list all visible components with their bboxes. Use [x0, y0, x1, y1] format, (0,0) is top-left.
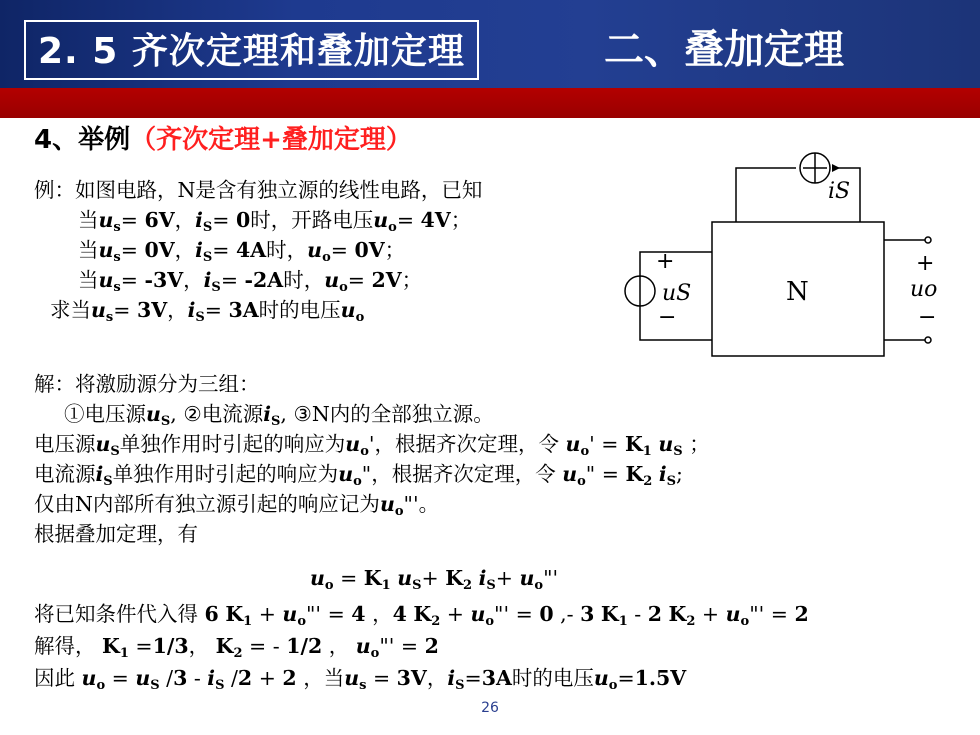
- page-number: 26: [481, 700, 499, 716]
- solution-line-1: 解：将激励源分为三组：: [34, 372, 260, 396]
- current-source-label: iS: [828, 179, 851, 204]
- output-voltage-label: uo: [910, 277, 938, 302]
- solution-equation: $u_o = K_1$ $u_S+ K_2$ $i_S+$ $u_o"'$: [310, 566, 559, 593]
- example-condition-3: 当$u_s= -3V$，$i_S= -2A$时，$u_o= 2V$；: [78, 268, 423, 295]
- solution-line-6: 根据叠加定理，有: [34, 522, 198, 546]
- subheading: [34, 122, 412, 158]
- output-plus-sign: +: [916, 251, 935, 276]
- network-label: N: [786, 277, 809, 307]
- example-condition-1: 当$u_s= 6V$，$i_S= 0$时，开路电压$u_o= 4V$；: [78, 208, 472, 235]
- example-question: 求当$u_s= 3V$，$i_S= 3A$时的电压$u_o$: [50, 298, 365, 325]
- voltage-source-label: uS: [662, 281, 692, 306]
- example-condition-2: 当$u_s= 0V$，$i_S= 4A$时，$u_o= 0V$；: [78, 238, 406, 265]
- section-title: 二、叠加定理: [604, 27, 844, 73]
- example-intro: 例：如图电路，N是含有独立源的线性电路，已知: [34, 178, 483, 202]
- solution-line-4: 电流源$i_S$单独作用时引起的响应为$u_o$"，根据齐次定理，令 $u_o$" = $K_2$ $i_S$;: [34, 462, 683, 489]
- output-terminal-bottom: [925, 337, 931, 343]
- output-terminal-top: [925, 237, 931, 243]
- source-plus-sign: +: [656, 249, 675, 274]
- source-minus-sign: −: [658, 305, 677, 330]
- solution-line-10: 因此 $u_o = u_S$ $/3 - i_S$ /2 + 2 ，当$u_s = 3V$，$i_S=3A$时的电压$u_o=1.5V$: [34, 666, 687, 693]
- solution-line-9: 解得， $K_1 =1/3$， $K_2$ = - 1/2 ， $u_o"' = 2$: [34, 634, 439, 661]
- solution-line-2: ①电压源$u_S$, ②电流源$i_S$, ③N内的全部独立源。: [64, 402, 494, 429]
- current-source-wire-left: [736, 168, 796, 222]
- solution-line-3: 电压源$u_S$单独作用时引起的响应为$u_o'$，根据齐次定理，令 $u_o' = K_1$ $u_S$ ；: [34, 432, 710, 459]
- subheading-highlight: （齐次定理+叠加定理）: [130, 125, 412, 155]
- solution-line-5: 仅由N内部所有独立源引起的响应记为$u_o"'$。: [34, 492, 440, 519]
- solution-line-8: 将已知条件代入得 6 $K_1$ + $u_o"' = 4$ ，4 $K_2$ + $u_o"' = 0$ ,- 3 $K_1 - 2$ $K_2$ + $u_o"' = 2$: [34, 602, 809, 629]
- slide-title: 2. 5 齐次定理和叠加定理: [24, 20, 479, 80]
- current-arrow-icon: [832, 164, 840, 172]
- circuit-diagram: [610, 140, 950, 370]
- output-minus-sign: −: [918, 305, 937, 330]
- header-stripe: [0, 88, 980, 118]
- subheading-prefix: 4、举例: [34, 125, 131, 155]
